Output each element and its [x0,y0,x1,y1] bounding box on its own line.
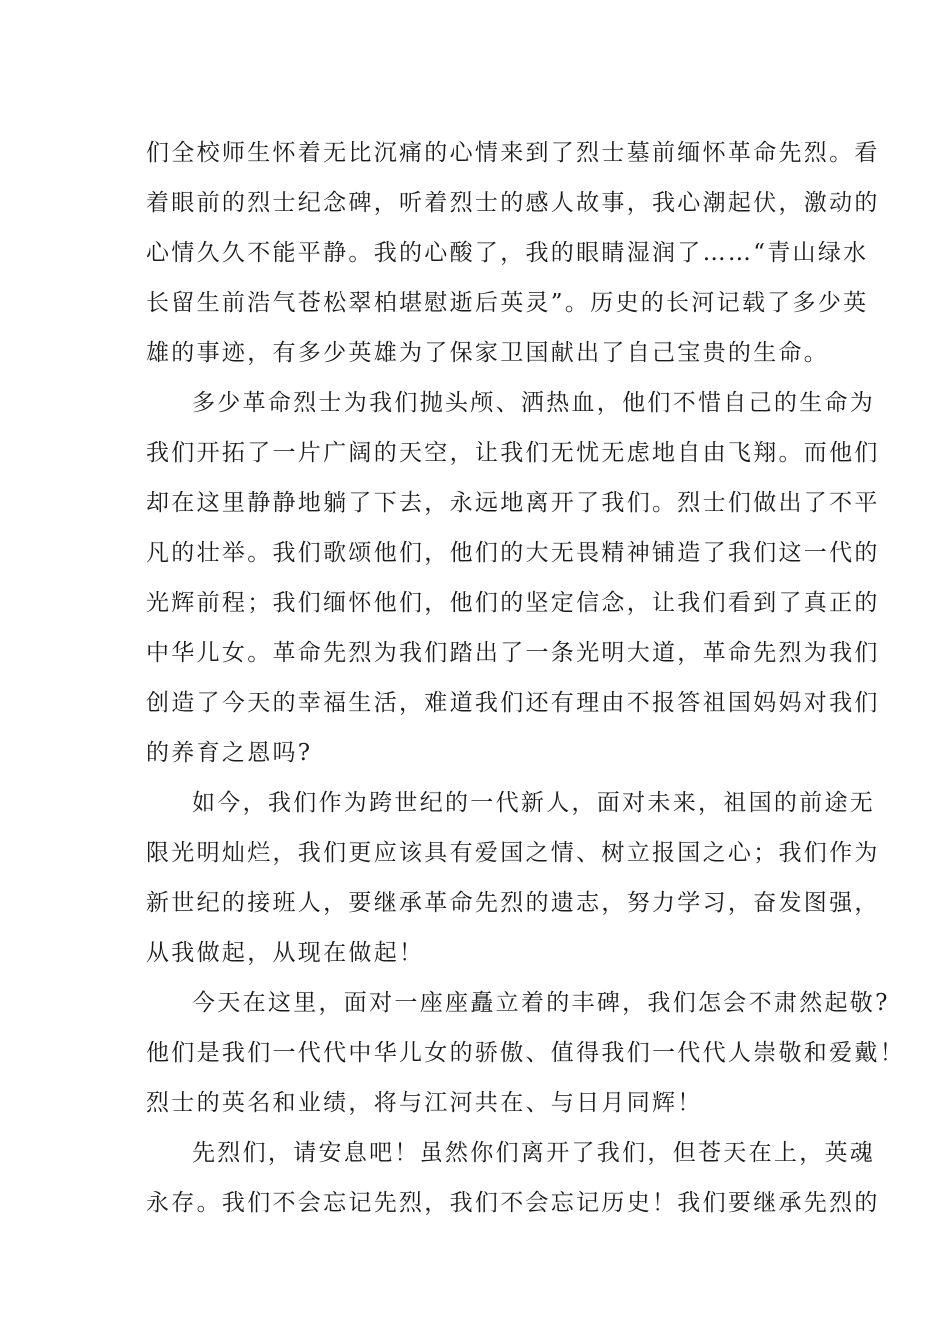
text-line: 他们是我们一代代中华儿女的骄傲、值得我们一代代人崇敬和爱戴！ [146,1040,905,1066]
text-line: 创造了今天的幸福生活，难道我们还有理由不报答祖国妈妈对我们 [146,690,880,716]
text-line: 烈士的英名和业绩，将与江河共在、与日月同辉！ [146,1090,703,1116]
text-line: 限光明灿烂，我们更应该具有爱国之情、树立报国之心；我们作为 [146,840,880,866]
text-line: 却在这里静静地躺了下去，永远地离开了我们。烈士们做出了不平 [146,490,880,516]
text-line: 的养育之恩吗? [146,740,313,766]
text-line: 从我做起，从现在做起！ [146,940,425,966]
paragraph-start-line: 先烈们，请安息吧！虽然你们离开了我们，但苍天在上，英魂 [192,1140,876,1166]
text-line: 永存。我们不会忘记先烈，我们不会忘记历史！我们要继承先烈的 [146,1190,880,1216]
text-line: 新世纪的接班人，要继承革命先烈的遗志，努力学习，奋发图强， [146,890,880,916]
text-line: 我们开拓了一片广阔的天空，让我们无忧无虑地自由飞翔。而他们 [146,440,880,466]
paragraph-start-line: 今天在这里，面对一座座矗立着的丰碑，我们怎会不肃然起敬? [192,990,890,1016]
text-line: 着眼前的烈士纪念碑，听着烈士的感人故事，我心潮起伏，激动的 [146,190,880,216]
text-line: 中华儿女。革命先烈为我们踏出了一条光明大道，革命先烈为我们 [146,640,880,666]
text-line: 凡的壮举。我们歌颂他们，他们的大无畏精神铺造了我们这一代的 [146,540,880,566]
text-line: 光辉前程；我们缅怀他们，他们的坚定信念，让我们看到了真正的 [146,590,880,616]
text-line: 长留生前浩气苍松翠柏堪慰逝后英灵”。历史的长河记载了多少英 [146,290,869,316]
text-line: 心情久久不能平静。我的心酸了，我的眼睛湿润了……“青山绿水 [146,240,869,266]
text-line: 们全校师生怀着无比沉痛的心情来到了烈士墓前缅怀革命先烈。看 [146,140,880,166]
text-line: 雄的事迹，有多少英雄为了保家卫国献出了自己宝贵的生命。 [146,340,830,366]
paragraph-start-line: 如今，我们作为跨世纪的一代新人，面对未来，祖国的前途无 [192,790,876,816]
body-text [146,128,905,1228]
paragraph-start-line: 多少革命烈士为我们抛头颅、洒热血，他们不惜自己的生命为 [192,390,876,416]
